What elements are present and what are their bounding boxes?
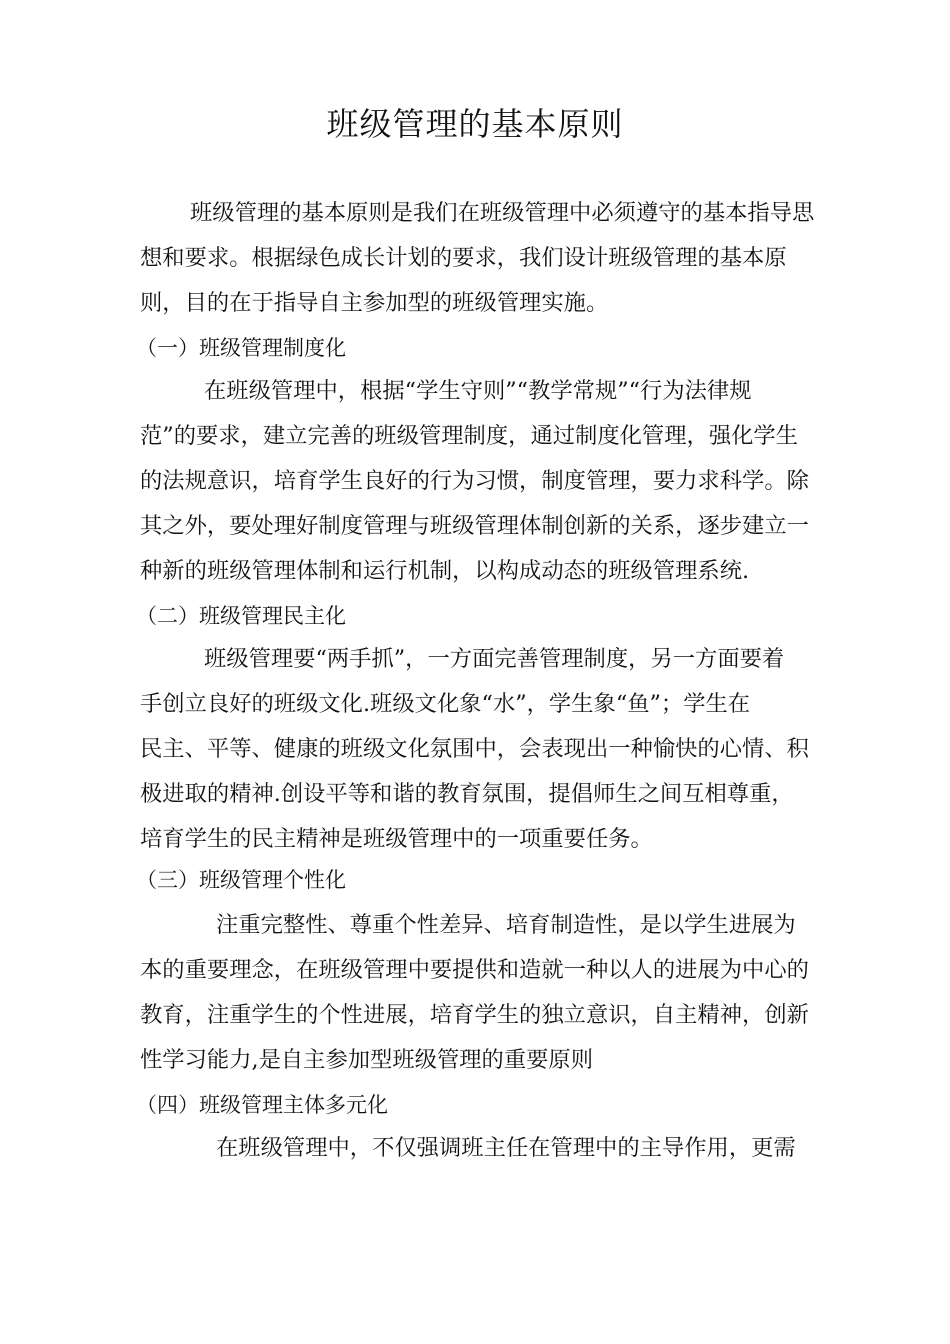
section-1-line-2: 范”的要求，建立完善的班级管理制度，通过制度化管理，强化学生 (140, 423, 799, 449)
section-2-line-2: 手创立良好的班级文化.班级文化象“水”，学生象“鱼”；学生在 (140, 691, 751, 717)
section-3-line-4: 性学习能力,是自主参加型班级管理的重要原则 (140, 1047, 594, 1073)
section-heading-3 (136, 866, 346, 894)
section-heading-2 (136, 602, 346, 630)
section-3-line-3: 教育，注重学生的个性进展，培育学生的独立意识，自主精神，创新 (140, 1002, 809, 1028)
section-1-line-5: 种新的班级管理体制和运行机制，以构成动态的班级管理系统. (140, 558, 750, 584)
section-3-line-1: 注重完整性、尊重个性差异、培育制造性，是以学生进展为 (216, 912, 796, 938)
section-heading-2-text: （二）班级管理民主化 (136, 604, 346, 628)
section-1-line-4: 其之外，要处理好制度管理与班级管理体制创新的关系，逐步建立一 (140, 513, 809, 539)
section-1-line-3: 的法规意识，培育学生良好的行为习惯，制度管理，要力求科学。除 (140, 468, 809, 494)
section-heading-1 (136, 334, 346, 362)
section-1-line-1: 在班级管理中，根据“学生守则”“教学常规”“行为法律规 (204, 378, 752, 404)
section-2-line-4: 极进取的精神.创设平等和谐的教育氛围，提倡师生之间互相尊重， (140, 781, 794, 807)
section-3-line-2: 本的重要理念，在班级管理中要提供和造就一种以人的进展为中心的 (140, 957, 809, 983)
section-2-line-1: 班级管理要“两手抓”，一方面完善管理制度，另一方面要着 (204, 646, 785, 672)
section-4-line-1: 在班级管理中，不仅强调班主任在管理中的主导作用，更需 (216, 1135, 796, 1161)
intro-line-2: 想和要求。根据绿色成长计划的要求，我们设计班级管理的基本原 (140, 245, 787, 271)
section-2-line-5: 培育学生的民主精神是班级管理中的一项重要任务。 (140, 826, 653, 852)
page-title: 班级管理的基本原则 (326, 105, 624, 143)
section-2-line-3: 民主、平等、健康的班级文化氛围中，会表现出一种愉快的心情、积 (140, 736, 809, 762)
section-heading-4 (136, 1091, 388, 1119)
section-heading-1-text: （一）班级管理制度化 (136, 336, 346, 360)
intro-line-1: 班级管理的基本原则是我们在班级管理中必须遵守的基本指导思 (190, 200, 815, 226)
intro-line-3: 则，目的在于指导自主参加型的班级管理实施。 (140, 290, 609, 316)
section-heading-4-text: （四）班级管理主体多元化 (136, 1093, 388, 1117)
section-heading-3-text: （三）班级管理个性化 (136, 868, 346, 892)
